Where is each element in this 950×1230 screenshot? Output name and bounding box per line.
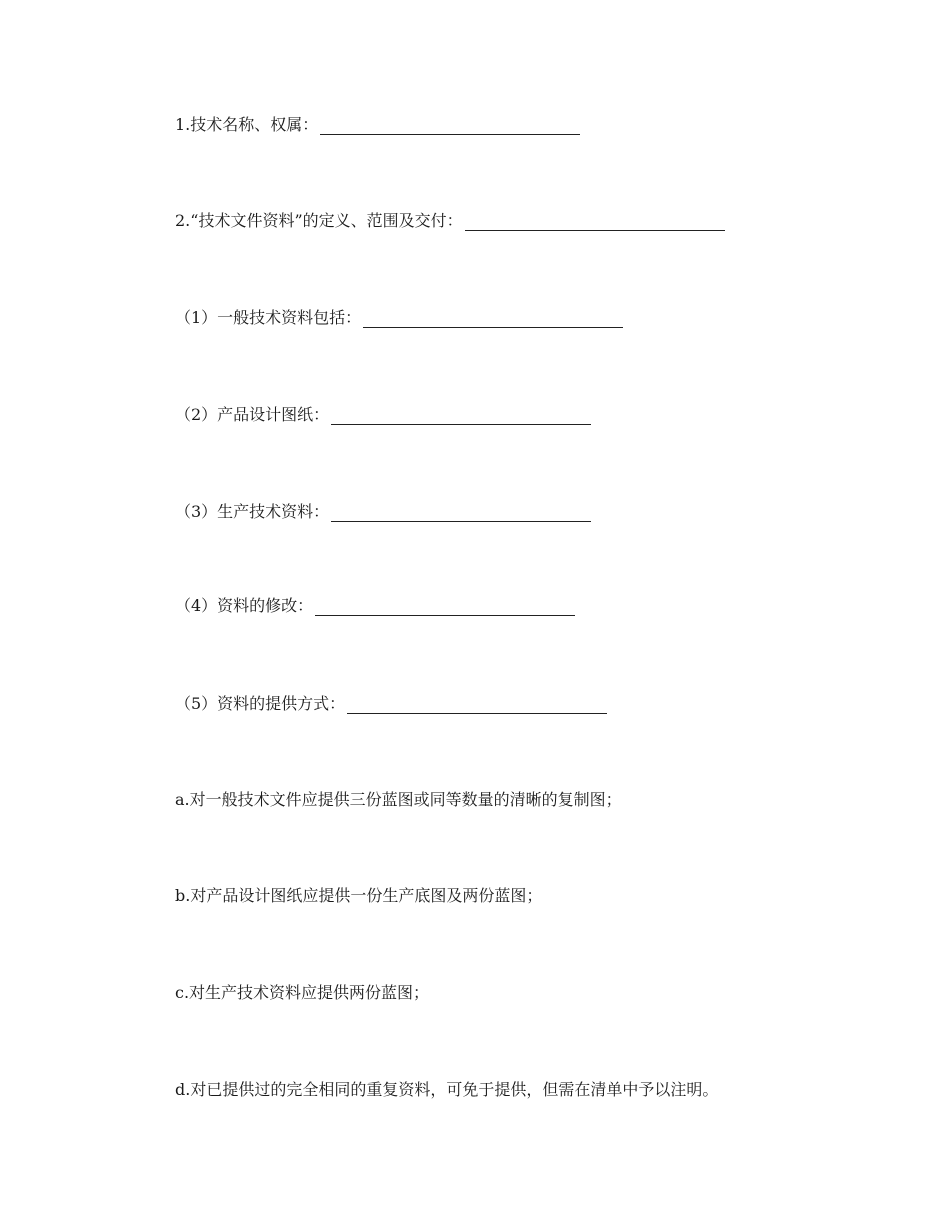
field-tech-name <box>175 115 580 135</box>
field-label: （2）产品设计图纸： <box>175 405 330 424</box>
field-tech-docs-definition <box>175 211 725 231</box>
fill-in-blank[interactable] <box>363 311 623 328</box>
field-doc-modification <box>175 596 575 616</box>
field-product-design-drawings <box>175 405 591 425</box>
field-label: （5）资料的提供方式： <box>175 694 346 713</box>
field-label: 2.“技术文件资料”的定义、范围及交付： <box>175 211 463 230</box>
note-item-c: c.对生产技术资料应提供两份蓝图； <box>175 983 430 1002</box>
fill-in-blank[interactable] <box>347 697 607 714</box>
fill-in-blank[interactable] <box>331 408 591 425</box>
field-label: （3）生产技术资料： <box>175 502 330 521</box>
fill-in-blank[interactable] <box>315 599 575 616</box>
field-delivery-method <box>175 694 607 714</box>
field-label: （4）资料的修改： <box>175 596 314 615</box>
fill-in-blank[interactable] <box>465 214 725 231</box>
note-item-a: a.对一般技术文件应提供三份蓝图或同等数量的清晰的复制图； <box>175 790 622 809</box>
field-label: 1.技术名称、权属： <box>175 115 319 134</box>
note-item-b: b.对产品设计图纸应提供一份生产底图及两份蓝图； <box>175 886 543 905</box>
field-production-tech-docs <box>175 502 591 522</box>
field-general-tech-docs <box>175 308 623 328</box>
field-label: （1）一般技术资料包括： <box>175 308 362 327</box>
fill-in-blank[interactable] <box>331 505 591 522</box>
note-item-d: d.对已提供过的完全相同的重复资料，可免于提供，但需在清单中予以注明。 <box>175 1080 719 1099</box>
fill-in-blank[interactable] <box>320 118 580 135</box>
